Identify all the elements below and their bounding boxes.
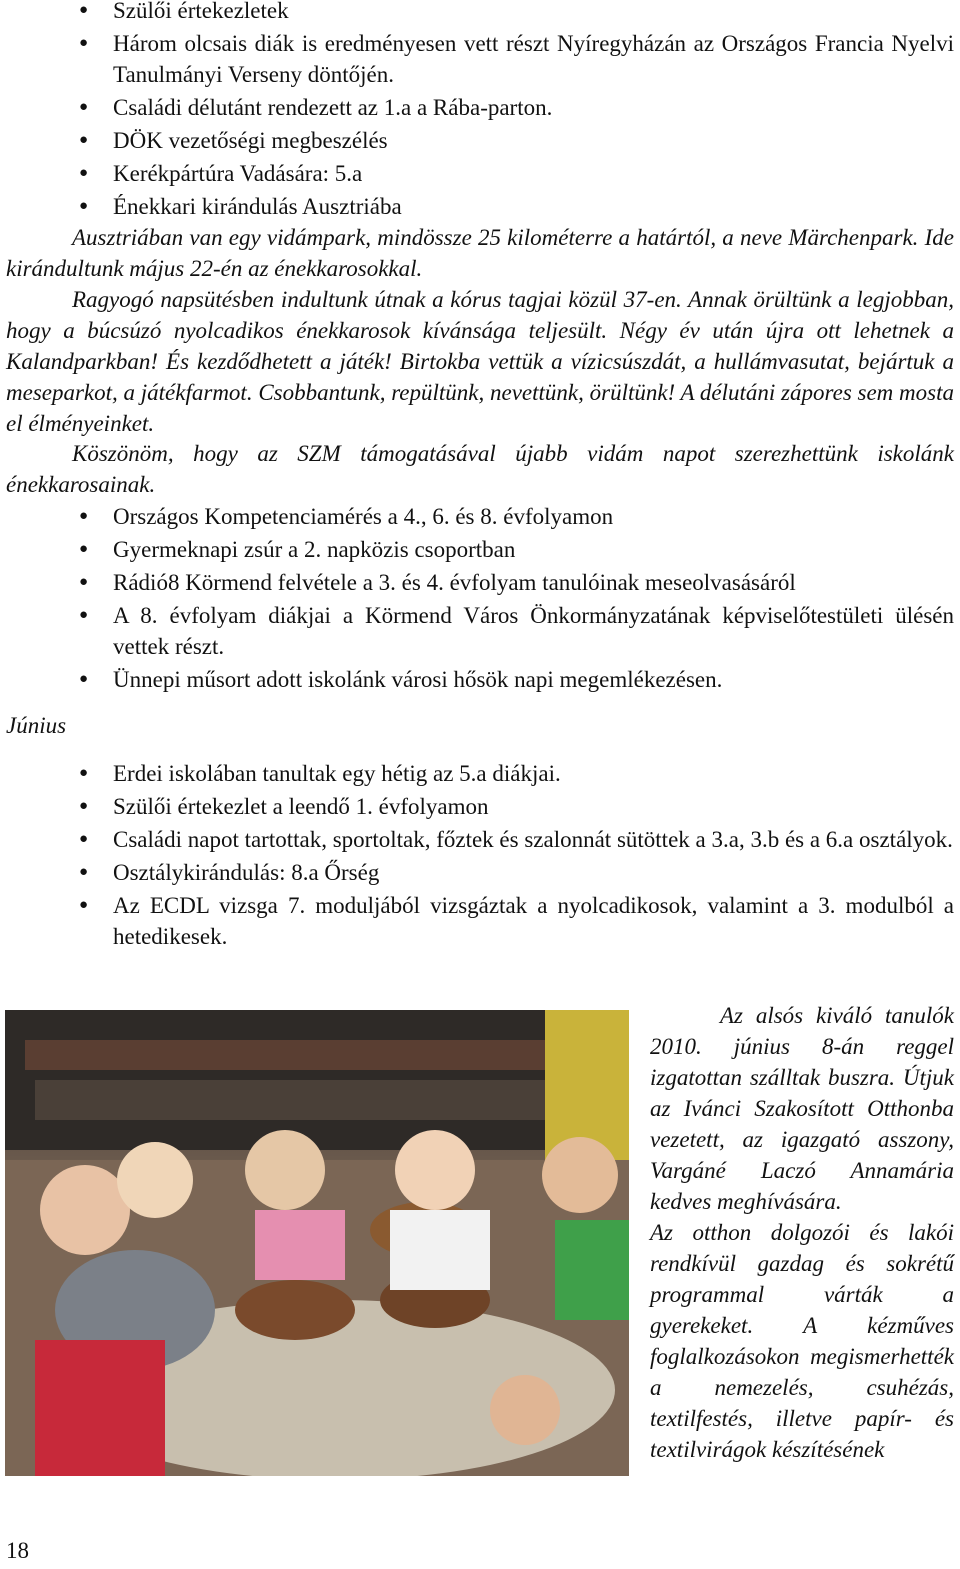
- list-item: ● Énekkari kirándulás Ausztriába: [0, 191, 960, 222]
- bullet-list-events: [0, 0, 960, 224]
- list-item: ● Rádió8 Körmend felvétele a 3. és 4. évfolyam tanulóinak meseolvasásáról: [0, 567, 960, 598]
- list-item: ● Osztálykirándulás: 8.a Őrség: [0, 857, 960, 888]
- list-item: ● Ünnepi műsort adott iskolánk városi hősök napi megemlékezésen.: [0, 664, 960, 695]
- list-item: ● Családi napot tartottak, sportoltak, főztek és szalonnát sütöttek a 3.a, 3.b és a 6.a osztályok.: [0, 824, 960, 855]
- bullet-list-june: [0, 758, 960, 954]
- paragraph-trip: Ragyogó napsütésben indultunk útnak a kórus tagjai közül 37-en. Annak örültünk a legjobban, hogy a búcsúzó nyolcadikos énekkarosok kívánsága teljesült. Négy év után újra ott lehetnek a Kalandparkban! És kezdődhetett a játék! Birtokba vettük a vízicsúszdát, a hullámvasutat, bejártuk a meseparkot, a játékfarmot. Csobbantunk, repültünk, nevettünk, örültünk! A délutáni zápores sem mosta el élményeinket.: [6, 287, 954, 436]
- list-item: ● Országos Kompetenciamérés a 4., 6. és 8. évfolyamon: [0, 501, 960, 532]
- list-item: ● Az ECDL vizsga 7. moduljából vizsgáztak a nyolcadikosok, valamint a 3. modulból a hetedikesek.: [0, 890, 960, 952]
- list-item: ● Családi délutánt rendezett az 1.a a Rába-parton.: [0, 92, 960, 123]
- list-item: ● Gyermeknapi zsúr a 2. napközis csoportban: [0, 534, 960, 565]
- paragraph-park: Ausztriában van egy vidámpark, mindössze 25 kilométerre a határtól, a neve Märchenpark. Ide kirándultunk május 22-én az énekkarosokkal.: [6, 225, 954, 281]
- list-item: ● DÖK vezetőségi megbeszélés: [0, 125, 960, 156]
- list-item: ● A 8. évfolyam diákjai a Körmend Város Önkormányzatának képviselőtestületi ülésén vettek részt.: [0, 600, 960, 662]
- list-item: ● Három olcsais diák is eredményesen vett részt Nyíregyházán az Országos Francia Nyelvi Tanulmányi Verseny döntőjén.: [0, 28, 960, 90]
- paragraph-thanks: Köszönöm, hogy az SZM támogatásával újabb vidám napot szerezhettünk iskolánk énekkarosainak.: [6, 441, 954, 497]
- list-item: ● Szülői értekezlet a leendő 1. évfolyamon: [0, 791, 960, 822]
- month-heading: Június: [6, 713, 67, 738]
- side-text-column: [650, 1000, 954, 1465]
- list-item: ● Erdei iskolában tanultak egy hétig az 5.a diákjai.: [0, 758, 960, 789]
- page-number: 18: [6, 1538, 29, 1563]
- list-item: ● Kerékpártúra Vadására: 5.a: [0, 158, 960, 189]
- side-paragraph: Az alsós kiváló tanulók 2010. június 8-án reggel izgatottan szálltak buszra. Útjuk az Ivánci Szakosított Otthonba vezetett, az igazgató asszony, Vargáné Laczó Annamária kedves meghívására.: [650, 1003, 954, 1214]
- side-paragraph: Az otthon dolgozói és lakói rendkívül gazdag és sokrétű programmal várták a gyerekeket. A kézműves foglalkozásokon megismerhették a nemezelés, csuhézás, textilfestés, illetve papír- és textilvirágok készítésének: [650, 1220, 954, 1462]
- children-crafts-photo: [5, 1010, 629, 1476]
- list-item: ● Szülői értekezletek: [0, 0, 960, 26]
- bullet-list-may: [0, 501, 960, 697]
